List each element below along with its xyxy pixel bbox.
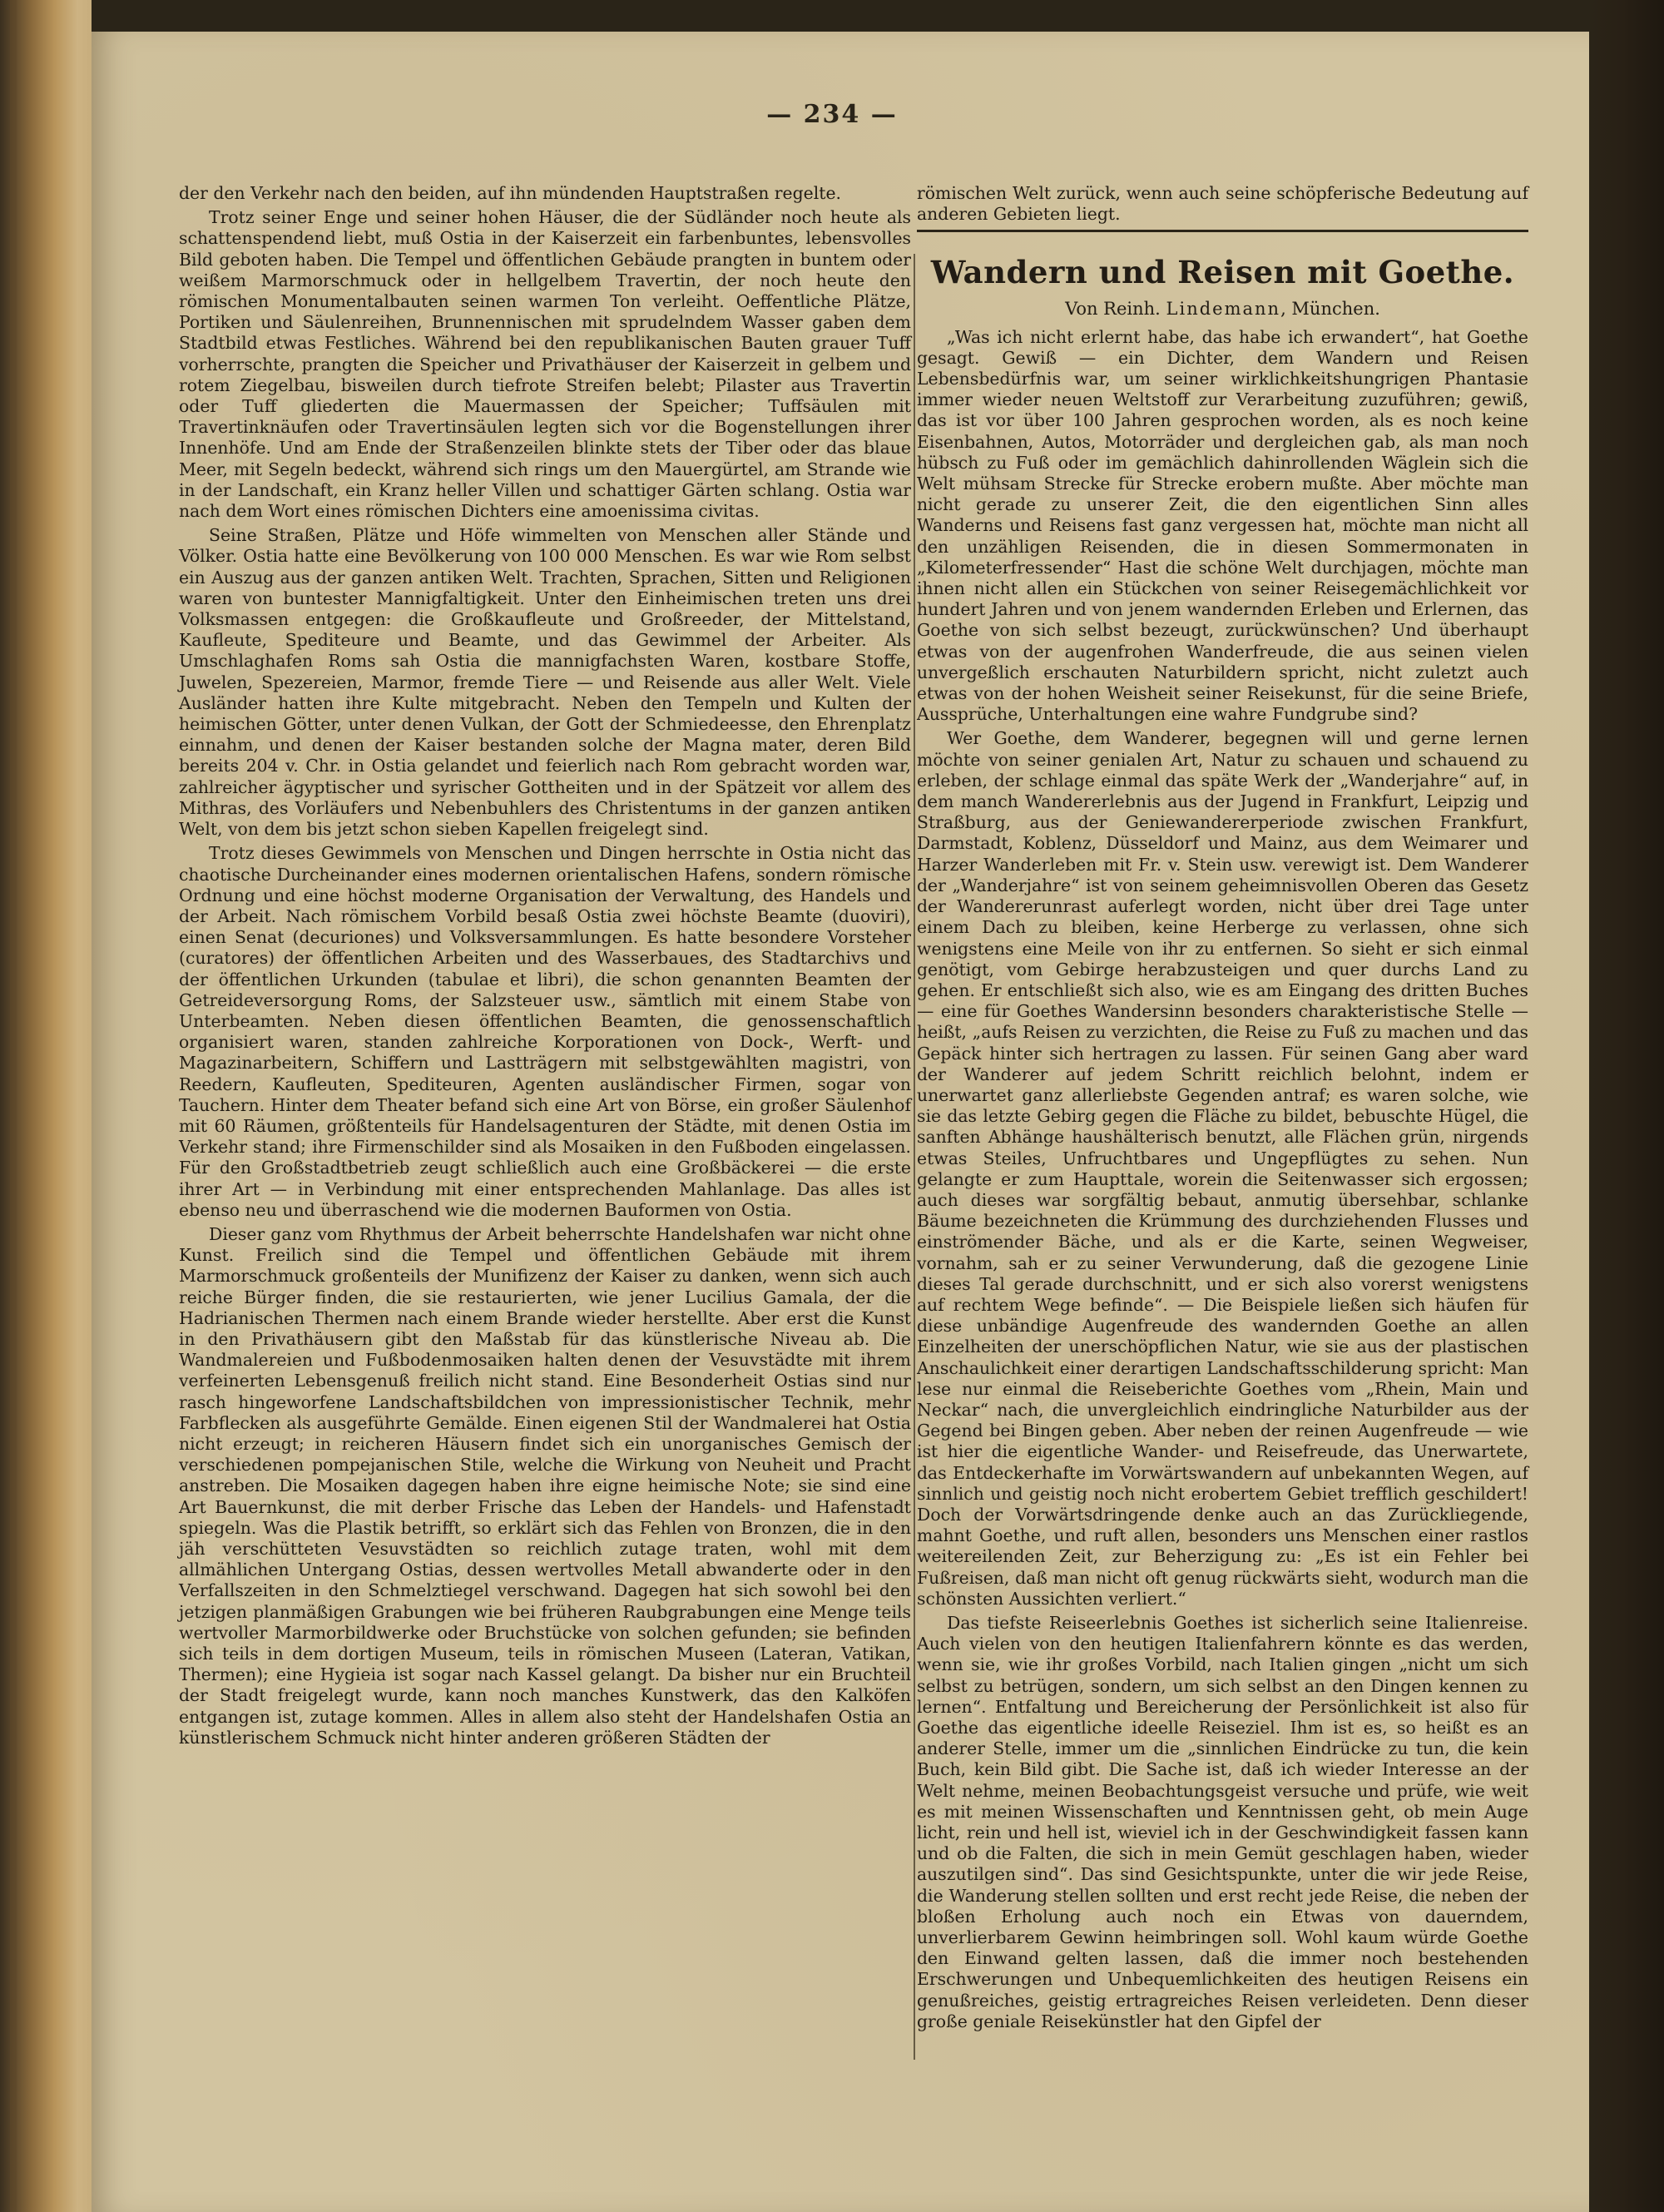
left-paragraph-2: Trotz seiner Enge und seiner hohen Häuser, die der Südländer noch heute als schattenspendend liebt, muß Ostia in der Kaiserzeit ein farbenbuntes, lebensvolles Bild geboten haben. Die Tempel und öffentlichen Gebäude prangten in buntem oder weißem Marmorschmuck oder in hellgelbem Travertin, der noch heute den römischen Monumentalbauten seinen warmen Ton verleiht. Oeffentliche Plätze, Portiken und Säulenreihen, Brunnennischen mit sprudelndem Wasser gaben dem Stadtbild etwas Festliches. Während bei den republikanischen Bauten grauer Tuff vorherrschte, prangten die Speicher und Privathäuser der Kaiserzeit in gelbem und rotem Ziegelbau, bisweilen durch tiefrote Streifen belebt; Pilaster aus Travertin oder Tuff gliederten die Mauermassen der Speicher; Tuffsäulen mit Travertinknäufen oder Travertinsäulen legten sich vor die Bogenstellungen ihrer Innenhöfe. Und am Ende der Straßenzeilen blinkte stets der Tiber oder das blaue Meer, mit Segeln bedeckt, während sich rings um den Mauergürtel, am Strande wie in der Landschaft, ein Kranz heller Villen und schattiger Gärten schlang. Ostia war nach dem Wort eines römischen Dichters eine amoenissima civitas.	[179, 207, 911, 522]
byline-author: Lindemann	[1166, 299, 1281, 320]
binding-edge	[10, 0, 17, 2212]
left-paragraph-3: Seine Straßen, Plätze und Höfe wimmelten von Menschen aller Stände und Völker. Ostia hatte eine Bevölkerung von 100 000 Menschen. Es war wie Rom selbst ein Auszug aus der ganzen antiken Welt. Trachten, Sprachen, Sitten und Religionen waren von buntester Mannigfaltigkeit. Unter den Einheimischen treten uns drei Volksmassen entgegen: die Großkaufleute und Großreeder, der Mittelstand, Kaufleute, Spediteure und Beamte, und das Gewimmel der Arbeiter. Als Umschlaghafen Roms sah Ostia die mannigfachsten Waren, kostbare Stoffe, Juwelen, Spezereien, Marmor, fremde Tiere — und Reisende aus aller Welt. Viele Ausländer hatten ihre Kulte mitgebracht. Neben den Tempeln und Kulten der heimischen Götter, unter denen Vulkan, der Gott der Schmiedeesse, den Ehrenplatz einnahm, und denen der Kaiser bestanden solche der Magna mater, deren Bild bereits 204 v. Chr. in Ostia gelandet und feierlich nach Rom gebracht worden war, zahlreicher ägyptischer und syrischer Gottheiten und in der Spätzeit vor allem des Mithras, des Vorläufers und Nebenbuhlers des Christentums in der ganzen antiken Welt, von dem bis jetzt schon sieben Kapellen freigelegt sind.	[179, 525, 911, 840]
right-paragraph-3: Das tiefste Reiseerlebnis Goethes ist sicherlich seine Italienreise. Auch vielen von den heutigen Italienfahrern könnte es das werden, wenn sie, wie ihr großes Vorbild, nach Italien gingen „nicht um sich selbst zu betrügen, sondern, um sich selbst an den Dingen kennen zu lernen“. Entfaltung und Bereicherung der Persönlichkeit ist also für Goethe das eigentliche ideelle Reiseziel. Ihm ist es, so heißt es an anderer Stelle, immer um die „sinnlichen Eindrücke zu tun, die kein Buch, kein Bild gibt. Die Sache ist, daß ich wieder Interesse an der Welt nehme, meinen Beobachtungsgeist versuche und prüfe, wie weit es mit meinen Wissenschaften und Kenntnissen geht, ob mein Auge licht, rein und hell ist, wieviel ich in der Geschwindigkeit fassen kann und ob die Falten, die sich in mein Gemüt geschlagen haben, wieder auszutilgen sind“. Das sind Gesichtspunkte, unter die wir jede Reise, die Wanderung stellen sollten und erst recht jede Reise, die neben der bloßen Erholung auch noch ein Etwas von dauerndem, unverlierbarem Gewinn heimbringen soll. Wohl kaum würde Goethe den Einwand gelten lassen, daß die immer noch bestehenden Erschwerungen und Unbequemlichkeiten des heutigen Reisens ein genußreiches, geistig ertragreiches Reisen verleideten. Denn dieser große geniale Reisekünstler hat den Gipfel der	[917, 1613, 1528, 2031]
book-binding	[0, 0, 92, 2212]
left-paragraph-1: der den Verkehr nach den beiden, auf ihn mündenden Hauptstraßen regelte.	[179, 183, 842, 203]
byline-suffix: , München.	[1280, 299, 1380, 320]
continuation-text: römischen Welt zurück, wenn auch seine schöpferische Bedeutung auf anderen Gebieten liegt.	[917, 183, 1528, 225]
left-paragraph-4: Trotz dieses Gewimmels von Menschen und Dingen herrschte in Ostia nicht das chaotische Durcheinander eines modernen orientalischen Hafens, sondern römische Ordnung und eine höchst moderne Organisation der Verwaltung, des Handels und der Arbeit. Nach römischem Vorbild besaß Ostia zwei höchste Beamte (duoviri), einen Senat (decuriones) und Volksversammlungen. Es hatte besondere Vorsteher (curatores) der öffentlichen Arbeiten und des Wasserbaues, des Stadtarchivs und der öffentlichen Urkunden (tabulae et libri), die schon genannten Beamten der Getreideversorgung Roms, der Salzsteuer usw., sämtlich mit einem Stabe von Unterbeamten. Neben diesen öffentlichen Beamten, die genossenschaftlich organisiert waren, standen zahlreiche Korporationen von Dock-, Werft- und Magazinarbeitern, Schiffern und Lastträgern mit selbstgewählten magistri, von Reedern, Kaufleuten, Spediteuren, Agenten ausländischer Firmen, sogar von Tauchern. Hinter dem Theater befand sich eine Art von Börse, ein großer Säulenhof mit 60 Räumen, größtenteils für Handelsagenturen der Städte, mit denen Ostia im Verkehr stand; ihre Firmenschilder sind als Mosaiken in den Fußboden eingelassen. Für den Großstadtbetrieb zeugt schließlich auch eine Großbäckerei — die erste ihrer Art — in Verbindung mit einer entsprechenden Mahlanlage. Das alles ist ebenso neu und überraschend wie die modernen Bauformen von Ostia.	[179, 843, 911, 1220]
left-paragraph-5: Dieser ganz vom Rhythmus der Arbeit beherrschte Handelshafen war nicht ohne Kunst. Freilich sind die Tempel und öffentlichen Gebäude mit ihrem Marmorschmuck großenteils der Munifizenz der Kaiser zu danken, wenn sich auch reiche Bürger finden, die sie restaurierten, wie jener Lucilius Gamala, der die Hadrianischen Thermen nach einem Brande wieder herstellte. Aber erst die Kunst in den Privathäusern gibt den Maßstab für das künstlerische Niveau ab. Die Wandmalereien und Fußbodenmosaiken halten denen der Vesuvstädte mit ihrem verfeinerten Lebensgenuß freilich nicht stand. Eine Besonderheit Ostias sind nur rasch hingeworfene Landschaftsbildchen von impressionistischer Technik, mehr Farbflecken als ausgeführte Gemälde. Einen eigenen Stil der Wandmalerei hat Ostia nicht erzeugt; in reicheren Häusern findet sich ein unorganisches Gemisch der verschiedenen pompejanischen Stile, welche die Wirkung von Neuheit und Pracht anstreben. Die Mosaiken dagegen haben ihre eigne heimische Note; sie sind eine Art Bauernkunst, die mit derber Frische das Leben der Handels- und Hafenstadt spiegeln. Was die Plastik betrifft, so erklärt sich das Fehlen von Bronzen, die in den jäh verschütteten Vesuvstädten so reichlich zutage traten, wohl mit dem allmählichen Untergang Ostias, dessen wertvolles Metall abwanderte oder in den Verfallszeiten in den Schmelztiegel verschwand. Dagegen hat sich sowohl bei den jetzigen planmäßigen Grabungen wie bei früheren Raubgrabungen eine Menge teils wertvoller Marmorbildwerke oder Bruchstücke von solchen gefunden; sie befinden sich teils in dem dortigen Museum, teils in römischen Museen (Lateran, Vatikan, Thermen); eine Hygieia ist sogar nach Kassel gelangt. Da bisher nur ein Bruchteil der Stadt freigelegt wurde, kann noch manches Kunstwerk, das den Kalköfen entgangen ist, zutage kommen. Alles in allem also steht der Handelshafen Ostia an künstlerischem Schmuck nicht hinter anderen größeren Städten der	[179, 1223, 911, 1748]
article-byline	[917, 299, 1528, 320]
right-column	[917, 183, 1528, 2036]
article-title: Wandern und Reisen mit Goethe.	[930, 254, 1515, 291]
page-edge-shadow	[1589, 0, 1664, 2212]
left-column	[179, 183, 911, 1752]
title-rule	[917, 230, 1528, 232]
right-paragraph-1: „Was ich nicht erlernt habe, das habe ich erwandert“, hat Goethe gesagt. Gewiß — ein Dichter, dem Wandern und Reisen Lebensbedürfnis war, um seiner wirklichkeitshungrigen Phantasie immer wieder neuen Weltstoff zur Verarbeitung zuzuführen; gewiß, das ist vor über 100 Jahren gesprochen worden, als es noch keine Eisenbahnen, Autos, Motorräder und dergleichen gab, als man noch hübsch zu Fuß oder im gemächlich dahinrollenden Wäglein sich die Welt mühsam Strecke für Strecke erobern mußte. Aber möchte man nicht gerade zu unserer Zeit, die den eigentlichen Sinn alles Wanderns und Reisens fast ganz vergessen hat, möchte man nicht all den unzähligen Reisenden, die in diesen Sommermonaten in „Kilometerfressender“ Hast die schöne Welt durchjagen, möchte man ihnen nicht allen ein Stückchen von seiner Reisegemächlichkeit vor hundert Jahren und von jenem wandernden Erleben und Erlernen, das Goethe von sich selbst bezeugt, zurückwünschen? Und überhaupt etwas von der augenfrohen Wanderfreude, die aus seinen vielen unvergeßlich erschauten Naturbildern spricht, nicht zuletzt auch etwas von der hohen Weisheit seiner Reisekunst, für die seine Briefe, Aussprüche, Unterhaltungen eine wahre Fundgrube sind?	[917, 326, 1528, 725]
page-number: — 234 —	[766, 100, 898, 129]
byline-prefix: Von Reinh.	[1065, 299, 1161, 320]
right-paragraph-2: Wer Goethe, dem Wanderer, begegnen will und gerne lernen möchte von seiner genialen Art, Natur zu schauen und schauend zu erleben, der schlage einmal das späte Werk der „Wanderjahre“ auf, in dem manch Wandererlebnis aus der Jugend in Frankfurt, Leipzig und Straßburg, aus der Geniewandererperiode zwischen Frankfurt, Darmstadt, Koblenz, Düsseldorf und Mainz, aus dem Weimarer und Harzer Wanderleben mit Fr. v. Stein usw. verewigt ist. Dem Wanderer der „Wanderjahre“ ist von seinem geheimnisvollen Oberen das Gesetz der Wandererunrast auferlegt worden, nicht über drei Tage unter einem Dach zu bleiben, keine Herberge zu verlassen, ohne sich wenigstens eine Meile von ihr zu entfernen. So sieht er sich einmal genötigt, vom Gebirge herabzusteigen und quer durchs Land zu gehen. Er entschließt sich also, wie es am Eingang des dritten Buches — eine für Goethes Wandersinn besonders charakteristische Stelle — heißt, „aufs Reisen zu verzichten, die Reise zu Fuß zu machen und das Gepäck hinter sich hertragen zu lassen. Für seinen Gang aber ward der Wanderer auf jedem Schritt reichlich belohnt, indem er unerwartet ganz allerliebste Gegenden antraf; es waren solche, wie sie das letzte Gebirg gegen die Fläche zu bildet, bebuschte Hügel, die sanften Abhänge haushälterisch benutzt, alle Flächen grün, nirgends etwas Steiles, Unfruchtbares und Ungepflügtes zu sehen. Nun gelangte er zum Haupttale, worein die Seitenwasser sich ergossen; auch dieses war sorgfältig bebaut, anmutig übersehbar, schlanke Bäume bezeichneten die Krümmung des durchziehenden Flusses und einströmender Bäche, und als er die Karte, seinen Wegweiser, vornahm, sah er zu seiner Verwunderung, daß die gezogene Linie dieses Tal gerade durchschnitt, und er sich also vorerst wenigstens auf rechtem Wege befinde“. — Die Beispiele ließen sich häufen für diese unbändige Augenfreude des wandernden Goethe an allen Einzelheiten der unerschöpflichen Natur, wie sie aus der plastischen Anschaulichkeit einer derartigen Landschaftsschilderung spricht: Man lese nur einmal die Reiseberichte Goethes vom „Rhein, Main und Neckar“ nach, die unvergleichlich eindringliche Naturbilder aus der Gegend bei Bingen geben. Aber neben der reinen Augenfreude — wie ist hier die eigentliche Wander- und Reisefreude, das Unerwartete, das Entdeckerhafte im Vorwärtswandern auf unbekannten Wegen, auf sinnlich und geistig noch nicht erobertem Gebiet trefflich geschildert! Doch der Vorwärtsdringende denke auch an das Zurückliegende, mahnt Goethe, und ruft allen, besonders uns Menschen einer rastlos weitereilenden Zeit, zur Beherzigung zu: „Es ist ein Fehler bei Fußreisen, daß man nicht oft genug rückwärts sieht, wodurch man die schönsten Aussichten verliert.“	[917, 728, 1528, 1609]
column-divider	[914, 254, 915, 2060]
